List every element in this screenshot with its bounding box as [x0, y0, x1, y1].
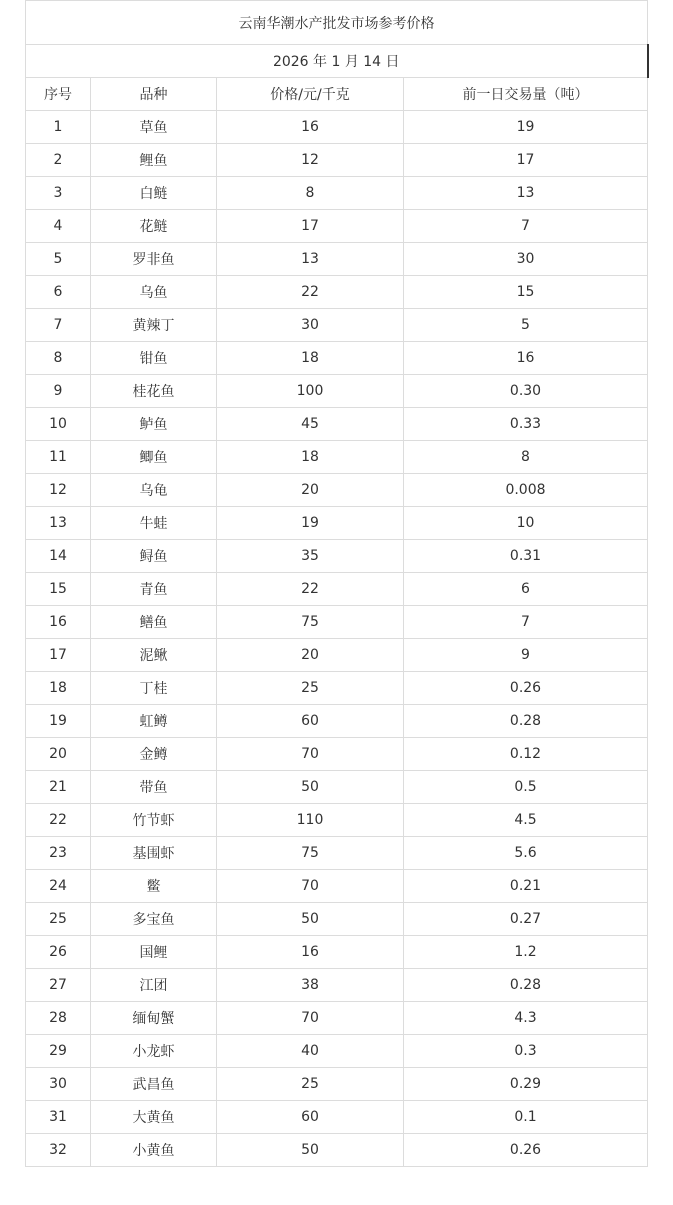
cell-volume: 7: [404, 210, 648, 243]
cell-index: 24: [26, 870, 91, 903]
cell-index: 16: [26, 606, 91, 639]
cell-variety: 黄辣丁: [91, 309, 217, 342]
cell-index: 9: [26, 375, 91, 408]
cell-price: 16: [217, 111, 404, 144]
cell-price: 110: [217, 804, 404, 837]
cell-price: 70: [217, 738, 404, 771]
cell-variety: 金鳟: [91, 738, 217, 771]
cell-index: 17: [26, 639, 91, 672]
cell-price: 60: [217, 705, 404, 738]
table-row: [26, 408, 648, 441]
cell-volume: 0.12: [404, 738, 648, 771]
cell-volume: 0.1: [404, 1101, 648, 1134]
cell-variety: 乌鱼: [91, 276, 217, 309]
cell-index: 14: [26, 540, 91, 573]
date-row: [26, 45, 648, 78]
cell-price: 50: [217, 903, 404, 936]
table-row: [26, 1002, 648, 1035]
table-row: [26, 903, 648, 936]
table-row: [26, 177, 648, 210]
cell-price: 16: [217, 936, 404, 969]
table-row: [26, 606, 648, 639]
cell-variety: 鲟鱼: [91, 540, 217, 573]
cell-price: 13: [217, 243, 404, 276]
table-date: 2026 年 1 月 14 日: [26, 45, 648, 78]
cell-price: 100: [217, 375, 404, 408]
header-price: 价格/元/千克: [217, 78, 404, 111]
cell-variety: 白鲢: [91, 177, 217, 210]
table-row: [26, 771, 648, 804]
cell-price: 25: [217, 672, 404, 705]
cell-price: 50: [217, 1134, 404, 1167]
table-row: [26, 672, 648, 705]
cell-index: 2: [26, 144, 91, 177]
cell-volume: 0.28: [404, 705, 648, 738]
cell-price: 17: [217, 210, 404, 243]
cell-volume: 1.2: [404, 936, 648, 969]
cell-index: 18: [26, 672, 91, 705]
cell-volume: 5: [404, 309, 648, 342]
table-row: [26, 837, 648, 870]
cell-price: 75: [217, 837, 404, 870]
price-table: [25, 0, 649, 1167]
cell-index: 32: [26, 1134, 91, 1167]
table-row: [26, 804, 648, 837]
table-row: [26, 276, 648, 309]
table-title: 云南华潮水产批发市场参考价格: [26, 1, 648, 45]
cell-index: 7: [26, 309, 91, 342]
cell-volume: 15: [404, 276, 648, 309]
cell-variety: 基围虾: [91, 837, 217, 870]
table-row: [26, 144, 648, 177]
cell-price: 8: [217, 177, 404, 210]
cell-price: 20: [217, 639, 404, 672]
header-volume: 前一日交易量（吨）: [404, 78, 648, 111]
cell-volume: 9: [404, 639, 648, 672]
cell-price: 18: [217, 342, 404, 375]
table-row: [26, 507, 648, 540]
table-row: [26, 1134, 648, 1167]
cell-volume: 30: [404, 243, 648, 276]
cell-price: 12: [217, 144, 404, 177]
cell-variety: 花鲢: [91, 210, 217, 243]
cell-volume: 19: [404, 111, 648, 144]
cell-volume: 0.29: [404, 1068, 648, 1101]
cell-volume: 13: [404, 177, 648, 210]
cell-variety: 虹鳟: [91, 705, 217, 738]
cell-variety: 桂花鱼: [91, 375, 217, 408]
cell-volume: 0.33: [404, 408, 648, 441]
cell-price: 75: [217, 606, 404, 639]
cell-price: 45: [217, 408, 404, 441]
table-row: [26, 441, 648, 474]
cell-variety: 小黄鱼: [91, 1134, 217, 1167]
cell-variety: 竹节虾: [91, 804, 217, 837]
table-row: [26, 474, 648, 507]
cell-volume: 5.6: [404, 837, 648, 870]
cell-volume: 4.5: [404, 804, 648, 837]
cell-variety: 丁桂: [91, 672, 217, 705]
cell-index: 13: [26, 507, 91, 540]
cell-variety: 江团: [91, 969, 217, 1002]
table-row: [26, 705, 648, 738]
cell-volume: 8: [404, 441, 648, 474]
cell-price: 22: [217, 276, 404, 309]
cell-price: 30: [217, 309, 404, 342]
cell-variety: 青鱼: [91, 573, 217, 606]
cell-volume: 0.3: [404, 1035, 648, 1068]
cell-variety: 鲫鱼: [91, 441, 217, 474]
cell-index: 19: [26, 705, 91, 738]
table-row: [26, 738, 648, 771]
cell-variety: 罗非鱼: [91, 243, 217, 276]
cell-variety: 钳鱼: [91, 342, 217, 375]
cell-index: 10: [26, 408, 91, 441]
cell-price: 38: [217, 969, 404, 1002]
cell-variety: 草鱼: [91, 111, 217, 144]
cell-volume: 0.5: [404, 771, 648, 804]
cell-index: 29: [26, 1035, 91, 1068]
cell-index: 6: [26, 276, 91, 309]
table-row: [26, 936, 648, 969]
cell-variety: 鲈鱼: [91, 408, 217, 441]
cell-price: 40: [217, 1035, 404, 1068]
cell-index: 31: [26, 1101, 91, 1134]
cell-index: 5: [26, 243, 91, 276]
cell-variety: 武昌鱼: [91, 1068, 217, 1101]
cell-variety: 牛蛙: [91, 507, 217, 540]
cell-index: 11: [26, 441, 91, 474]
cell-volume: 0.27: [404, 903, 648, 936]
table-row: [26, 639, 648, 672]
cell-volume: 17: [404, 144, 648, 177]
cell-index: 15: [26, 573, 91, 606]
cell-price: 70: [217, 1002, 404, 1035]
cell-price: 19: [217, 507, 404, 540]
cell-volume: 0.26: [404, 1134, 648, 1167]
cell-volume: 6: [404, 573, 648, 606]
cell-variety: 大黄鱼: [91, 1101, 217, 1134]
cell-variety: 乌龟: [91, 474, 217, 507]
table-row: [26, 111, 648, 144]
cell-volume: 0.30: [404, 375, 648, 408]
header-variety: 品种: [91, 78, 217, 111]
cell-index: 25: [26, 903, 91, 936]
cell-volume: 0.26: [404, 672, 648, 705]
cell-index: 23: [26, 837, 91, 870]
cell-volume: 0.28: [404, 969, 648, 1002]
header-index: 序号: [26, 78, 91, 111]
table-row: [26, 540, 648, 573]
title-row: [26, 1, 648, 45]
cell-volume: 0.008: [404, 474, 648, 507]
table-row: [26, 342, 648, 375]
cell-index: 20: [26, 738, 91, 771]
cell-index: 26: [26, 936, 91, 969]
table-row: [26, 375, 648, 408]
cell-variety: 小龙虾: [91, 1035, 217, 1068]
cell-index: 28: [26, 1002, 91, 1035]
cell-volume: 7: [404, 606, 648, 639]
cell-index: 12: [26, 474, 91, 507]
table-row: [26, 870, 648, 903]
cell-variety: 带鱼: [91, 771, 217, 804]
cell-index: 27: [26, 969, 91, 1002]
cell-variety: 国鲤: [91, 936, 217, 969]
cell-price: 70: [217, 870, 404, 903]
table-row: [26, 309, 648, 342]
cell-price: 50: [217, 771, 404, 804]
table-row: [26, 1068, 648, 1101]
table-row: [26, 243, 648, 276]
cell-price: 22: [217, 573, 404, 606]
cell-index: 4: [26, 210, 91, 243]
cell-index: 30: [26, 1068, 91, 1101]
table-row: [26, 210, 648, 243]
table-row: [26, 969, 648, 1002]
cell-variety: 鳝鱼: [91, 606, 217, 639]
cell-price: 20: [217, 474, 404, 507]
cell-volume: 4.3: [404, 1002, 648, 1035]
cell-index: 1: [26, 111, 91, 144]
cell-variety: 泥鳅: [91, 639, 217, 672]
cell-price: 35: [217, 540, 404, 573]
cell-volume: 10: [404, 507, 648, 540]
table-row: [26, 1101, 648, 1134]
cell-index: 22: [26, 804, 91, 837]
cell-variety: 鳖: [91, 870, 217, 903]
cell-index: 8: [26, 342, 91, 375]
cell-index: 3: [26, 177, 91, 210]
cell-volume: 0.21: [404, 870, 648, 903]
cell-price: 60: [217, 1101, 404, 1134]
header-row: [26, 78, 648, 111]
cell-variety: 缅甸蟹: [91, 1002, 217, 1035]
cell-price: 18: [217, 441, 404, 474]
cell-index: 21: [26, 771, 91, 804]
cell-variety: 多宝鱼: [91, 903, 217, 936]
table-row: [26, 573, 648, 606]
cell-price: 25: [217, 1068, 404, 1101]
table-row: [26, 1035, 648, 1068]
cell-variety: 鲤鱼: [91, 144, 217, 177]
cell-volume: 0.31: [404, 540, 648, 573]
cell-volume: 16: [404, 342, 648, 375]
